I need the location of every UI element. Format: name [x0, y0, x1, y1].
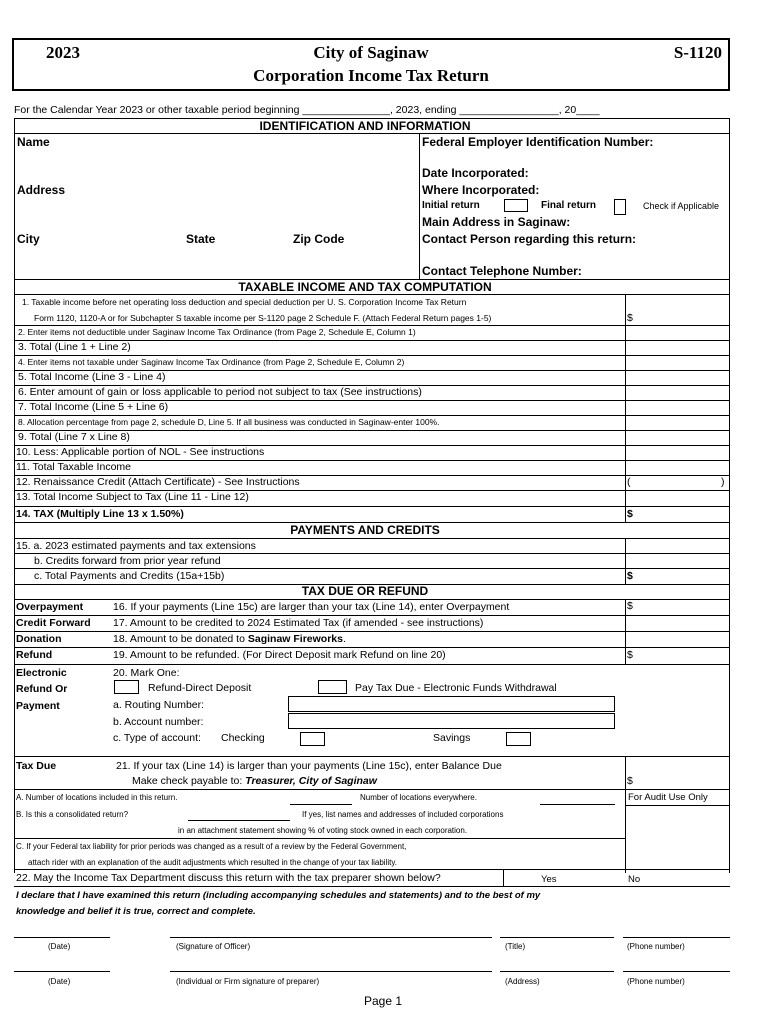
preparer-address-caption: (Address) [505, 977, 540, 986]
line-21-dollar[interactable]: $ [627, 775, 633, 787]
divider [625, 805, 730, 806]
divider [14, 869, 730, 870]
divider [503, 869, 504, 886]
question-c-cont: attach rider with an explanation of the audit adjustments which resulted in the change of your tax liability. [28, 858, 397, 867]
date-caption: (Date) [48, 942, 71, 951]
preparer-signature-line[interactable] [170, 971, 492, 972]
line-5-text: 5. Total Income (Line 3 - Line 4) [18, 371, 166, 383]
tax-due-label: Tax Due [16, 760, 57, 772]
divider [14, 553, 730, 554]
preparer-date-caption: (Date) [48, 977, 71, 986]
pay-tax-due-label: Pay Tax Due - Electronic Funds Withdrawal [355, 682, 557, 694]
line-11-text: 11. Total Taxable Income [16, 461, 131, 473]
line-1-text-cont: Form 1120, 1120-A or for Subchapter S taxable income per S-1120 page 2 Schedule F. (Attach Federal Return pages 1-5) [34, 313, 492, 323]
initial-return-label: Initial return [422, 200, 480, 211]
main-address-label[interactable]: Main Address in Saginaw: [422, 215, 571, 229]
yes-option[interactable]: Yes [541, 874, 557, 885]
city-label[interactable]: City [17, 232, 40, 246]
electronic-label: Electronic [16, 667, 67, 679]
question-c: C. If your Federal tax liability for prior periods was changed as a result of a review by the Federal Government, [16, 842, 407, 851]
credit-forward-label: Credit Forward [16, 617, 91, 629]
line-8-text: 8. Allocation percentage from page 2, schedule D, Line 5. If all business was conducted in Saginaw-enter 100%. [18, 417, 440, 427]
divider [14, 615, 730, 616]
form-title: Corporation Income Tax Return [253, 66, 489, 85]
preparer-phone-caption: (Phone number) [627, 977, 685, 986]
divider [14, 415, 730, 416]
phone-caption: (Phone number) [627, 942, 685, 951]
line-12-close-paren: ) [721, 476, 725, 488]
payment-label: Payment [16, 700, 60, 712]
frame-left [14, 118, 15, 873]
donation-label: Donation [16, 633, 62, 645]
line-1-dollar[interactable]: $ [627, 312, 633, 324]
line-20-text: 20. Mark One: [113, 667, 180, 679]
line-16-text: 16. If your payments (Line 15c) are larger than your tax (Line 14), enter Overpayment [113, 601, 510, 613]
divider [14, 599, 730, 600]
line-17-text: 17. Amount to be credited to 2024 Estimated Tax (if amended - see instructions) [113, 617, 484, 629]
phone-signature-line[interactable] [623, 937, 730, 938]
preparer-phone-line[interactable] [623, 971, 730, 972]
line-15a-text: 15. a. 2023 estimated payments and tax extensions [16, 540, 256, 552]
initial-return-checkbox[interactable] [504, 199, 528, 212]
savings-checkbox[interactable] [506, 732, 531, 746]
question-b: B. Is this a consolidated return? [16, 810, 129, 819]
refund-label: Refund [16, 649, 53, 661]
question-b-attachment: in an attachment statement showing % of voting stock owned in each corporation. [178, 826, 468, 835]
line-14-dollar[interactable]: $ [627, 508, 633, 520]
line-19-text: 19. Amount to be refunded. (For Direct Deposit mark Refund on line 20) [113, 649, 446, 661]
where-incorporated-label[interactable]: Where Incorporated: [422, 183, 540, 197]
city-name: City of Saginaw [313, 43, 429, 62]
checking-label: Checking [221, 732, 265, 744]
question-a-everywhere: Number of locations everywhere. [360, 793, 477, 802]
form-header [12, 38, 730, 91]
line-4-text: 4. Enter items not taxable under Saginaw Income Tax Ordinance (from Page 2, Schedule E, Column 2) [18, 357, 405, 367]
no-option[interactable]: No [628, 874, 641, 885]
line-12-open-paren[interactable]: ( [627, 476, 631, 488]
section-payments: PAYMENTS AND CREDITS [290, 523, 440, 537]
declaration-line-2: knowledge and belief it is true, correct and complete. [16, 906, 256, 917]
line-15b-text: b. Credits forward from prior year refund [34, 555, 221, 567]
final-return-checkbox[interactable] [614, 199, 626, 215]
preparer-address-line[interactable] [500, 971, 614, 972]
line-19-dollar[interactable]: $ [627, 649, 633, 661]
line-15c-text: c. Total Payments and Credits (15a+15b) [34, 570, 225, 582]
divider [14, 355, 730, 356]
routing-number-label: a. Routing Number: [113, 699, 205, 711]
address-label[interactable]: Address [17, 183, 66, 197]
divider [14, 789, 730, 790]
account-number-input[interactable] [288, 713, 615, 729]
section-identification: IDENTIFICATION AND INFORMATION [259, 119, 471, 133]
line-1-text: 1. Taxable income before net operating loss deduction and special deduction per U. S. Corporation Income Tax Return [22, 297, 467, 307]
preparer-signature-caption: (Individual or Firm signature of preparer) [176, 977, 320, 986]
declaration-line-1: I declare that I have examined this return (including accompanying schedules and statements) and to the best of my [16, 890, 541, 901]
line-14-text: 14. TAX (Multiply Line 13 x 1.50%) [16, 508, 184, 520]
divider [14, 756, 730, 757]
zip-label[interactable]: Zip Code [293, 232, 345, 246]
routing-number-input[interactable] [288, 696, 615, 712]
pay-tax-due-checkbox[interactable] [318, 680, 347, 694]
frame-right [729, 118, 730, 873]
divider [14, 647, 730, 648]
contact-phone-label[interactable]: Contact Telephone Number: [422, 264, 582, 278]
consolidated-return-blank[interactable] [188, 820, 290, 821]
divider [14, 631, 730, 632]
date-signature-line[interactable] [14, 937, 110, 938]
divider [14, 294, 730, 295]
amount-column-divider [625, 599, 626, 665]
locations-everywhere-blank[interactable] [540, 804, 615, 805]
amount-column-divider [625, 294, 626, 523]
name-label[interactable]: Name [17, 135, 50, 149]
officer-signature-line[interactable] [170, 937, 492, 938]
line-9-text: 9. Total (Line 7 x Line 8) [18, 431, 130, 443]
donation-recipient: Saginaw Fireworks [247, 633, 343, 645]
line-2-text: 2. Enter items not deductible under Saginaw Income Tax Ordinance (from Page 2, Schedule E, Column 1) [18, 327, 416, 337]
line-16-dollar[interactable]: $ [627, 600, 633, 612]
refund-direct-deposit-checkbox[interactable] [114, 680, 139, 694]
line-22-text: 22. May the Income Tax Department discuss this return with the tax preparer shown below? [16, 872, 441, 884]
question-b-list: If yes, list names and addresses of included corporations [302, 810, 504, 819]
refund-or-label: Refund Or [16, 683, 68, 695]
tax-year: 2023 [46, 43, 80, 62]
preparer-date-line[interactable] [14, 971, 110, 972]
savings-label: Savings [433, 732, 471, 744]
line-3-text: 3. Total (Line 1 + Line 2) [18, 341, 131, 353]
title-caption: (Title) [505, 942, 526, 951]
divider [14, 664, 730, 665]
check-if-applicable: Check if Applicable [643, 201, 720, 211]
account-type-label: c. Type of account: [113, 732, 201, 744]
checking-checkbox[interactable] [300, 732, 325, 746]
line-6-text: 6. Enter amount of gain or loss applicable to period not subject to tax (See instructions) [18, 386, 422, 398]
line-21-make-payable: Make check payable to: Treasurer, City of Saginaw [132, 775, 377, 787]
line-21-text: 21. If your tax (Line 14) is larger than your payments (Line 15c), enter Balance Due [116, 760, 502, 772]
state-label[interactable]: State [186, 232, 216, 246]
fein-label[interactable]: Federal Employer Identification Number: [422, 135, 654, 149]
form-number: S-1120 [673, 43, 722, 62]
line-10-text: 10. Less: Applicable portion of NOL - See instructions [16, 446, 265, 458]
line-18-text: 18. Amount to be donated to Saginaw Fireworks. [113, 633, 346, 645]
contact-person-label[interactable]: Contact Person regarding this return: [422, 232, 637, 246]
amount-column-divider [625, 756, 626, 873]
line-7-text: 7. Total Income (Line 5 + Line 6) [18, 401, 169, 413]
id-column-divider [419, 133, 420, 279]
line-15c-dollar[interactable]: $ [627, 570, 633, 582]
account-number-label: b. Account number: [113, 716, 204, 728]
title-signature-line[interactable] [500, 937, 614, 938]
divider [14, 886, 730, 887]
question-a: A. Number of locations included in this return. [16, 793, 178, 802]
locations-included-blank[interactable] [290, 804, 352, 805]
divider [14, 838, 625, 839]
divider [14, 538, 730, 539]
officer-signature-caption: (Signature of Officer) [176, 942, 251, 951]
page-number: Page 1 [364, 994, 403, 1008]
final-return-label: Final return [541, 200, 597, 211]
line-13-text: 13. Total Income Subject to Tax (Line 11 - Line 12) [16, 491, 249, 503]
amount-column-divider [625, 538, 626, 584]
audit-use-label: For Audit Use Only [628, 792, 708, 803]
tax-period-line[interactable]: For the Calendar Year 2023 or other taxable period beginning _______________, 2023, ending _________________, 20____ [14, 104, 600, 116]
payee-name: Treasurer, City of Saginaw [245, 775, 377, 787]
line-12-text: 12. Renaissance Credit (Attach Certificate) - See Instructions [16, 476, 300, 488]
section-tax-due-refund: TAX DUE OR REFUND [301, 584, 429, 598]
divider [14, 568, 730, 569]
divider [14, 325, 730, 326]
date-incorporated-label[interactable]: Date Incorporated: [422, 166, 529, 180]
divider [14, 506, 730, 507]
overpayment-label: Overpayment [16, 601, 84, 613]
divider [14, 133, 730, 134]
section-taxable-income: TAXABLE INCOME AND TAX COMPUTATION [238, 280, 492, 294]
refund-direct-deposit-label: Refund-Direct Deposit [148, 682, 252, 694]
